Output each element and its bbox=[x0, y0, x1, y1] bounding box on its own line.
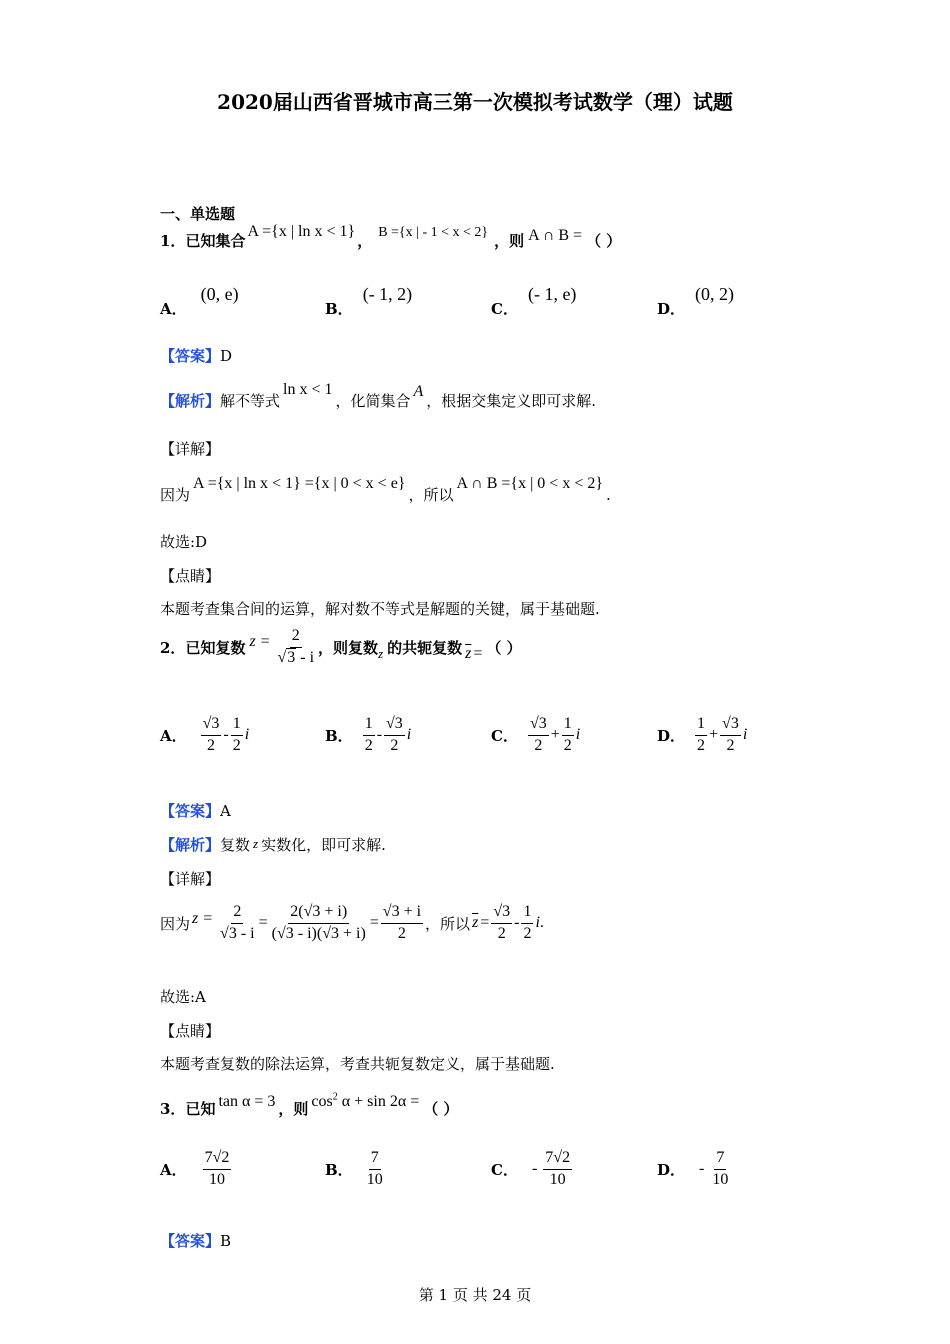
section-heading: 一、单选题 bbox=[160, 205, 236, 223]
q2-option-a: A． $\frac{√3}{2}$ - $\frac{1}{2}$ i bbox=[160, 715, 250, 754]
q1-comment-heading: 【点睛】 bbox=[160, 567, 221, 585]
q1-option-d: D．(0, 2) bbox=[657, 284, 735, 318]
q2-detail-heading: 【详解】 bbox=[160, 870, 221, 888]
q3-option-c: C． - $\frac{7√2}{10}$ bbox=[491, 1149, 571, 1188]
question-2: 2． 已知复数 z = $\frac{2}{√3 - i}$ ，则复数 z 的共轭复数 $\overline{z}$ = （ ） bbox=[160, 627, 522, 666]
q2-choose: 故选:A bbox=[160, 988, 206, 1006]
q1-comment: 本题考查集合间的运算，解对数不等式是解题的关键，属于基础题. bbox=[160, 600, 600, 618]
question-number: 1． bbox=[160, 232, 186, 250]
q2-comment: 本题考查复数的除法运算，考查共轭复数定义，属于基础题. bbox=[160, 1055, 555, 1073]
q1-option-b: B．(- 1, 2) bbox=[325, 284, 413, 318]
q1-analysis: 【解析】解不等式ln x < 1，化简集合A，根据交集定义即可求解. bbox=[160, 381, 597, 410]
page-footer: 第 1 页 共 24 页 bbox=[418, 1286, 532, 1304]
q1-option-a: A．(0, e) bbox=[160, 284, 239, 318]
q2-detail: 因为 z = $\frac{2}{√3 - i}$ = $\frac{2(√3 + i)}{(√3 - i)(√3 + i)}$ = $\frac{√3 + i}{2}$ ，所以 $\overline{z}$ = $\frac{√3}{2}$ - $\frac{1}{2}$ i . bbox=[160, 903, 544, 942]
question-number: 2． bbox=[160, 638, 186, 657]
q1-detail: 因为A ={x | ln x < 1} ={x | 0 < x < e}，所以A ∩ B ={x | 0 < x < 2}. bbox=[160, 475, 611, 504]
q1-choose: 故选:D bbox=[160, 533, 208, 551]
q2-analysis: 【解析】复数 z 实数化，即可求解. bbox=[160, 836, 386, 854]
q1-option-c: C．(- 1, e) bbox=[491, 284, 577, 318]
question-1: 1．已知集合A ={x | ln x < 1}， B ={x | - 1 < x < 2} ，则 A ∩ B = （ ） bbox=[160, 223, 622, 250]
q2-option-b: B． $\frac{1}{2}$ - $\frac{√3}{2}$ i bbox=[325, 715, 412, 754]
q3-option-a: A． $\frac{7√2}{10}$ bbox=[160, 1149, 230, 1188]
question-3: 3．已知 tan α = 3 ，则 $\cos^2 \alpha + \sin 2\alpha$ = （ ） bbox=[160, 1091, 459, 1118]
q2-option-d: D． $\frac{1}{2}$ + $\frac{√3}{2}$ i bbox=[657, 715, 748, 754]
q3-option-d: D． - $\frac{7}{10}$ bbox=[657, 1149, 729, 1188]
q3-option-b: B． $\frac{7}{10}$ bbox=[325, 1149, 383, 1188]
q1-detail-heading: 【详解】 bbox=[160, 440, 221, 458]
page-title: 2020届山西省晋城市高三第一次模拟考试数学（理）试题 bbox=[217, 90, 733, 114]
q1-answer: 【答案】D bbox=[160, 347, 233, 365]
q2-option-c: C． $\frac{√3}{2}$ + $\frac{1}{2}$ i bbox=[491, 715, 581, 754]
q3-answer: 【答案】B bbox=[160, 1232, 232, 1250]
q2-comment-heading: 【点睛】 bbox=[160, 1022, 221, 1040]
question-number: 3． bbox=[160, 1100, 186, 1118]
q2-answer: 【答案】A bbox=[160, 802, 231, 820]
